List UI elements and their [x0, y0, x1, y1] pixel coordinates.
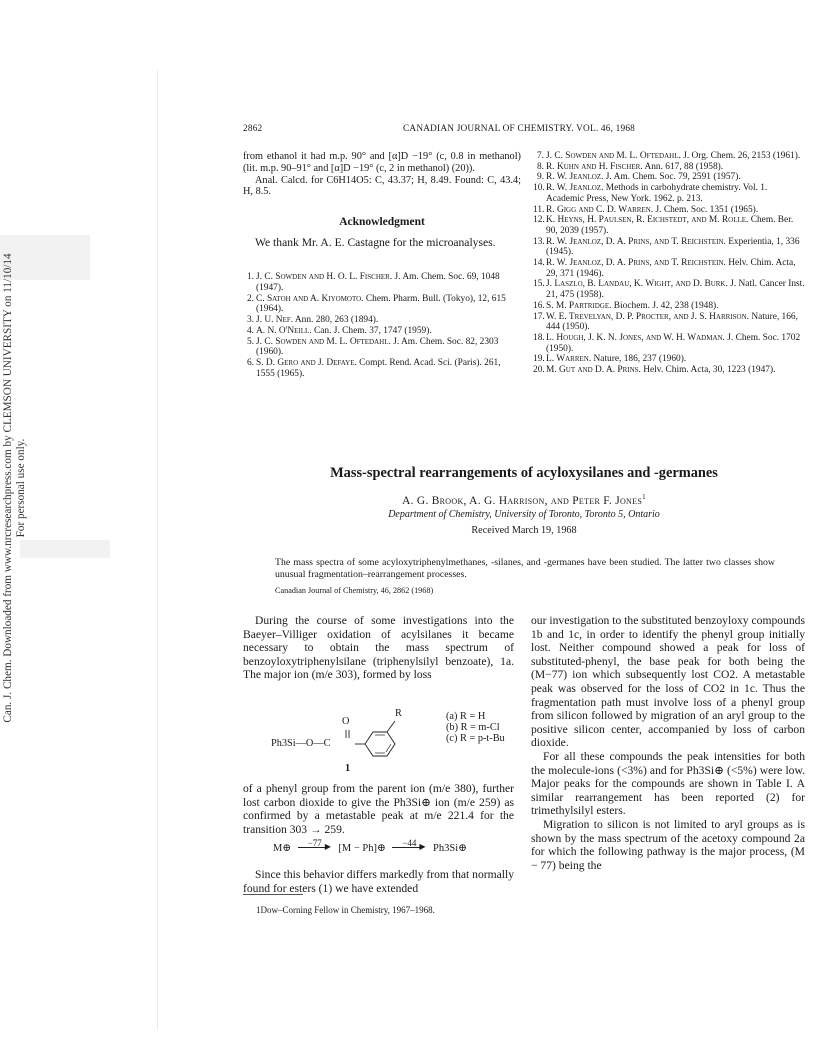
silyl-group: Ph3Si—O—C — [271, 738, 331, 749]
reference-number: 19. — [533, 354, 545, 365]
body-paragraph: During the course of some investigations into the Baeyer–Villiger oxidation of acylsilanes it became necessary to obtain the mass spectrum of benzoyloxytriphenylsilane (triphenylsilyl benzoate), 1a. The major ion (m/e 303), formed by loss — [243, 614, 514, 682]
reference-authors: J. U. Nef. — [256, 315, 294, 326]
reference-source: J. Am. Chem. Soc. 82, 2303 (1960). — [256, 336, 499, 358]
reference-item — [533, 301, 805, 312]
body-paragraph: our investigation to the substituted benzoyloxy compounds 1b and 1c, in order to identify the phenyl group initially lost. Neither compound showed a peak for loss of substituted-phenyl, the base peak for both being the (M−77) ion which subsequently lost CO2. A metastable peak was observed for the loss of CO2 in 1c. Thus the fragmentation path must involve loss of a phenyl group from silicon followed by migration of an aryl group to the positive silicon center, accompanied by loss of carbon dioxide. — [531, 614, 805, 750]
reference-source: J. Natl. Cancer Inst. 21, 475 (1958). — [546, 279, 805, 301]
reference-number: 6. — [246, 358, 254, 368]
article-authors — [243, 493, 805, 507]
page-number: 2862 — [243, 124, 263, 134]
body-paragraph: Since this behavior differs markedly from that normally found for esters (1) we have extended — [243, 868, 514, 895]
reference-number: 12. — [533, 215, 545, 226]
substituent-options — [446, 711, 505, 744]
intermediate-ion: [M − Ph]⊕ — [338, 843, 386, 854]
reference-source: Nature, 186, 237 (1960). — [593, 354, 687, 365]
reference-number: 3. — [246, 315, 254, 326]
author-names: A. G. Brook, A. G. Harrison, and Peter F. Jones — [402, 494, 643, 507]
reference-item — [243, 326, 521, 337]
reference-item — [533, 237, 805, 258]
reference-authors: S. D. Gero and J. Defaye. — [256, 358, 357, 368]
reference-source: J. Am. Chem. Soc. 79, 2591 (1957). — [605, 172, 741, 183]
article-title: Mass-spectral rearrangements of acyloxysilanes and -germanes — [330, 465, 718, 481]
reference-item — [533, 354, 805, 365]
body-right-column — [531, 614, 805, 872]
reference-source: Biochem. J. 42, 238 (1948). — [613, 300, 719, 311]
reference-number: 10. — [533, 183, 545, 194]
body-paragraph: For all these compounds the peak intensities for both the molecule-ions (<3%) and for Ph3Si⊕ (<5%) were low. Major peaks for the compounds are shown in Table I. A similar rearrangement has been reported (2) for trimethylsilyl esters. — [531, 749, 805, 818]
reference-source: J. Chem. Soc. 1351 (1965). — [655, 204, 759, 215]
reference-item — [243, 337, 521, 358]
reference-source: Chem. Ber. 90, 2039 (1957). — [546, 215, 794, 236]
author-affiliation: Department of Chemistry, University of Toronto, Toronto 5, Ontario — [388, 509, 660, 520]
reference-authors: R. W. Jeanloz. — [546, 183, 604, 194]
reference-number: 2. — [246, 293, 254, 304]
reference-item — [243, 294, 521, 315]
reference-authors: L. Warren. — [546, 354, 592, 365]
option-a: (a) R = H — [446, 711, 486, 722]
arrow-loss-44-label: −44 — [402, 838, 417, 848]
reference-source: Compt. Rend. Acad. Sci. (Paris). 261, 1555 (1965). — [256, 358, 501, 379]
reference-item — [533, 172, 805, 183]
reference-authors: R. W. Jeanloz, D. A. Prins, and T. Reichstein. — [546, 258, 726, 269]
reference-item — [243, 315, 521, 326]
reference-authors: W. E. Trevelyan, D. P. Procter, and J. S. Harrison. — [546, 311, 749, 322]
reference-authors: M. Gut and D. A. Prins. — [546, 365, 641, 376]
journal-citation: Canadian Journal of Chemistry, 46, 2862 (1968) — [275, 586, 434, 595]
references-left — [243, 272, 521, 379]
reference-number: 5. — [246, 336, 254, 347]
download-notice-line-2: For personal use only. — [15, 438, 27, 538]
reference-source: Helv. Chim. Acta, 29, 371 (1946). — [546, 258, 796, 279]
reference-source: Experientia, 1, 336 (1945). — [546, 236, 800, 258]
reference-source: Ann. 617, 88 (1958). — [644, 161, 724, 172]
reference-source: Nature, 166, 444 (1950). — [546, 311, 798, 333]
reference-item — [243, 358, 521, 379]
product-ion: Ph3Si⊕ — [433, 843, 467, 854]
footnote-rule — [243, 894, 303, 895]
reference-authors: J. Laszlo, B. Landau, K. Wight, and D. Burk. — [546, 279, 728, 290]
reference-source: Methods in carbohydrate chemistry. Vol. 1. Academic Press, New York. 1962. p. 213. — [546, 183, 768, 204]
body-left-final — [243, 868, 514, 895]
received-date: Received March 19, 1968 — [471, 525, 577, 536]
reference-authors: K. Heyns, H. Paulsen, R. Eichstedt, and M. Rolle. — [546, 215, 749, 226]
arrow-loss-77-label: −77 — [307, 838, 322, 848]
reference-item — [533, 183, 805, 204]
reference-source: J. Chem. Soc. 1702 (1950). — [546, 332, 801, 354]
option-c: (c) R = p-t-Bu — [446, 733, 505, 744]
arrow-loss-77: −77 ▶ — [298, 843, 332, 854]
reference-number: 4. — [246, 325, 254, 336]
reference-source: J. Org. Chem. 26, 2153 (1961). — [683, 151, 801, 161]
author-footnote-mark: 1 — [642, 493, 646, 501]
reference-number: 17. — [533, 311, 545, 322]
reaction-scheme — [273, 838, 467, 854]
reference-item — [533, 279, 805, 300]
journal-header: CANADIAN JOURNAL OF CHEMISTRY. VOL. 46, 1968 — [403, 124, 636, 134]
reference-item — [533, 365, 805, 376]
reference-authors: J. C. Sowden and H. O. L. Fischer. — [256, 272, 393, 283]
reference-number: 9. — [536, 172, 544, 183]
substituent-r: R — [395, 708, 402, 719]
prev-article-text: from ethanol it had m.p. 90° and [α]D −19° (c, 0.8 in methanol) (lit. m.p. 90–91° and [α]D −19° (c, 2 in methanol) (20)). — [243, 151, 521, 174]
reactant-ion: M⊕ — [273, 843, 292, 854]
carbonyl-oxygen: O — [342, 716, 350, 727]
reference-item — [243, 272, 521, 293]
acknowledgment-text: We thank Mr. A. E. Castagne for the microanalyses. — [255, 235, 496, 249]
reference-authors: C. Satoh and A. Kiyomoto. — [256, 293, 364, 304]
reference-authors: J. C. Sowden and M. L. Oftedahl. — [256, 336, 391, 347]
reference-number: 20. — [533, 365, 545, 376]
reference-number: 8. — [536, 161, 544, 172]
reference-item — [533, 258, 805, 279]
prev-article-left-column — [243, 151, 521, 379]
reference-number: 14. — [533, 258, 545, 269]
reference-authors: S. M. Partridge. — [546, 300, 612, 311]
reference-authors: R. Gigg and C. D. Warren. — [546, 204, 654, 215]
option-b: (b) R = m-Cl — [446, 722, 500, 733]
reference-source: Helv. Chim. Acta, 30, 1223 (1947). — [643, 365, 776, 376]
structure-label: 1 — [345, 763, 351, 774]
arrow-loss-44: −44 ▶ — [392, 843, 426, 854]
reference-item — [533, 162, 805, 173]
references-right — [533, 151, 805, 376]
reference-source: Ann. 280, 263 (1894). — [294, 315, 379, 326]
reference-authors: R. W. Jeanloz, D. A. Prins, and T. Reichstein. — [546, 236, 726, 247]
reference-number: 7. — [536, 151, 544, 161]
reference-number: 13. — [533, 236, 545, 247]
reference-authors: R. Kuhn and H. Fischer. — [546, 161, 643, 172]
body-left-column — [243, 614, 514, 682]
reference-authors: L. Hough, J. K. N. Jones, and W. H. Wadman. — [546, 332, 725, 343]
reference-authors: A. N. O'Neill. — [256, 325, 312, 336]
reference-source: J. Am. Chem. Soc. 69, 1048 (1947). — [256, 272, 500, 294]
reference-authors: R. W. Jeanloz. — [546, 172, 604, 183]
abstract: The mass spectra of some acyloxytriphenylmethanes, -silanes, and -germanes have been studied. The latter two classes show unusual fragmentation–rearrangement processes. — [275, 557, 775, 580]
reference-authors: J. C. Sowden and M. L. Oftedahl. — [546, 151, 681, 161]
reference-source: Chem. Pharm. Bull. (Tokyo), 12, 615 (1964). — [256, 293, 506, 315]
body-paragraph: of a phenyl group from the parent ion (m/e 380), further lost carbon dioxide to give the Ph3Si⊕ ion (m/e 259) as confirmed by a metastable peak at m/e 221.4 for the transition 303 → 259. — [243, 782, 514, 836]
reference-source: Can. J. Chem. 37, 1747 (1959). — [314, 325, 432, 336]
body-left-continued — [243, 782, 514, 836]
reference-item — [533, 215, 805, 236]
reference-item — [533, 205, 805, 216]
reference-number: 16. — [533, 300, 545, 311]
footnote: 1Dow–Corning Fellow in Chemistry, 1967–1968. — [256, 905, 435, 915]
body-paragraph: Migration to silicon is not limited to aryl groups as is shown by the mass spectrum of the acetoxy compound 2a for which the following pathway is the major process, (M − 77) being the — [531, 817, 805, 872]
reference-item — [533, 333, 805, 354]
reference-number: 11. — [533, 204, 545, 215]
download-notice — [2, 88, 28, 888]
reference-item — [533, 312, 805, 333]
reference-number: 18. — [533, 332, 545, 343]
reference-number: 1. — [246, 272, 254, 283]
analysis-text: Anal. Calcd. for C6H14O5: C, 43.37; H, 8.49. Found: C, 43.4; H, 8.5. — [243, 174, 521, 198]
reference-number: 15. — [533, 279, 545, 290]
scan-smudge — [20, 540, 110, 558]
reference-item — [533, 151, 805, 162]
download-notice-line-1: Can. J. Chem. Downloaded from www.nrcresearchpress.com by CLEMSON UNIVERSITY on 11/10/14 — [2, 253, 14, 723]
acknowledgment-heading: Acknowledgment — [339, 216, 425, 229]
page-edge-shadow — [157, 70, 158, 1030]
chemical-structure-1 — [267, 707, 507, 777]
